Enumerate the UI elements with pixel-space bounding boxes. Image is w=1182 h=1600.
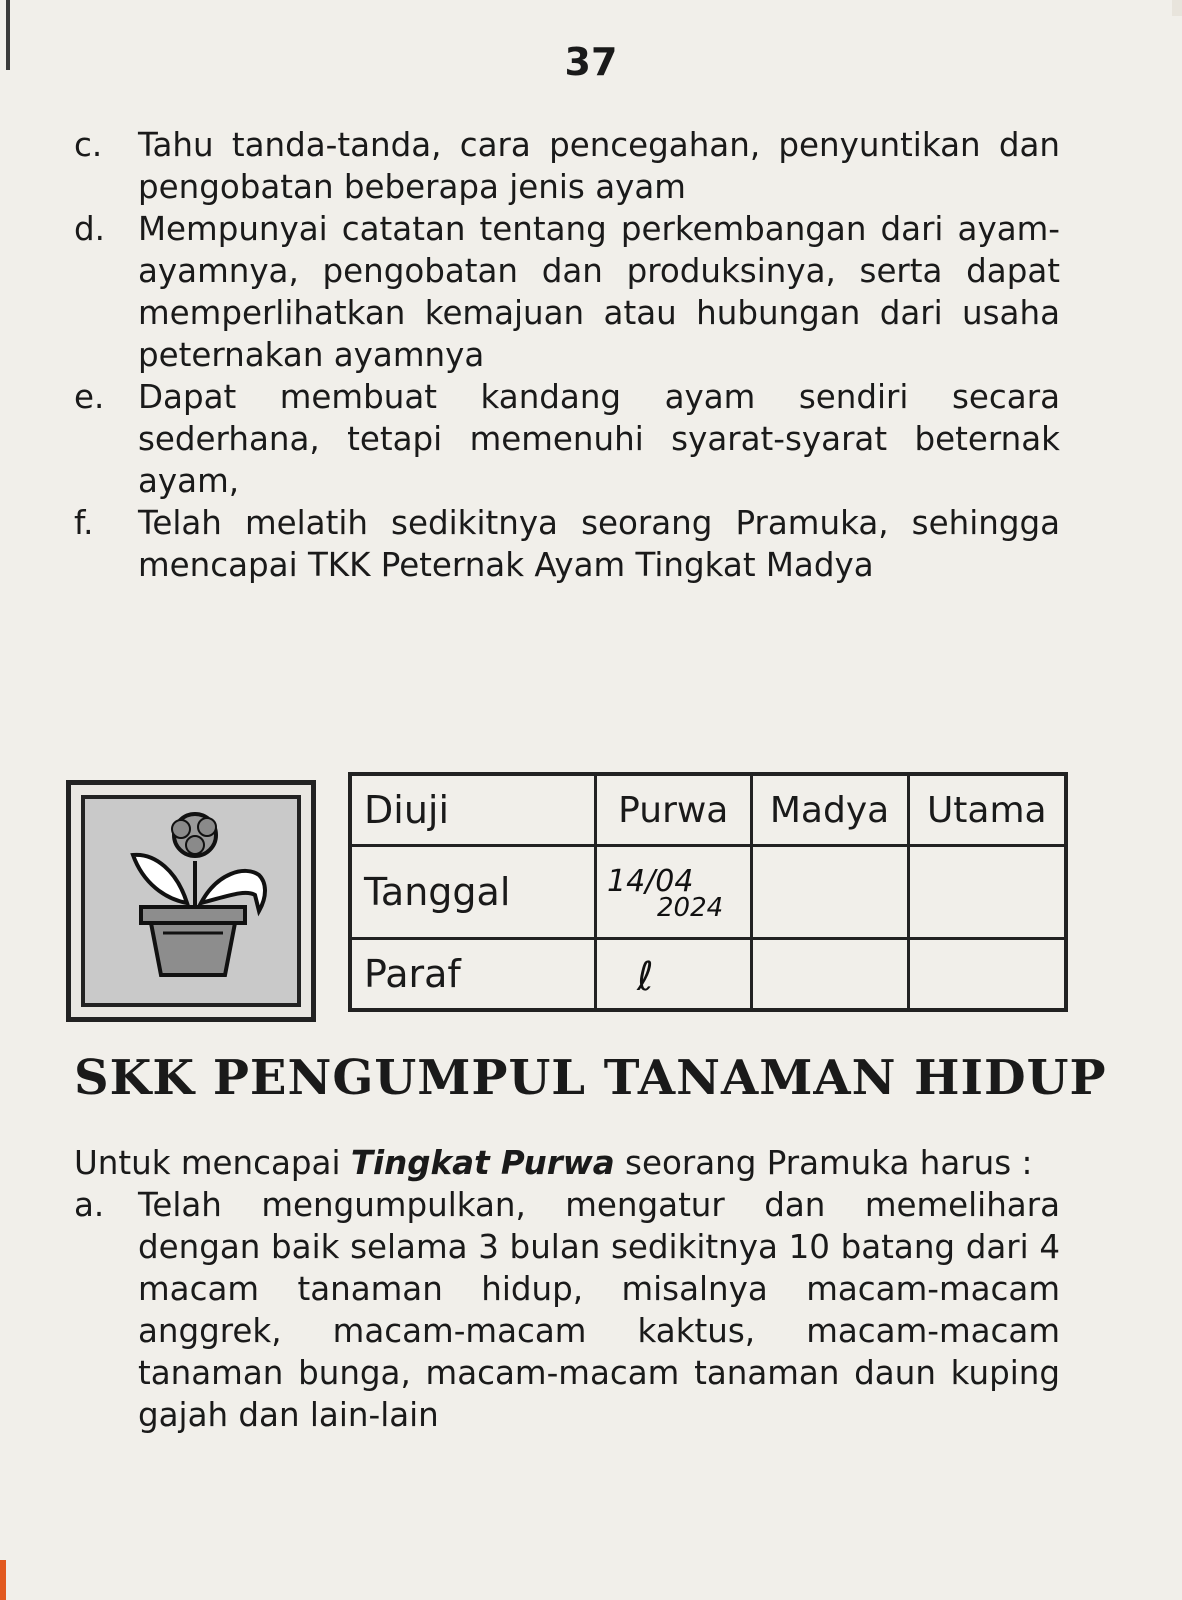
potted-plant-icon [85, 799, 299, 1005]
list-item-letter: e. [74, 378, 105, 416]
list-item-text: Dapat membuat kandang ayam sendiri secara sederhana, tetapi memenuhi syarat-syarat beternak ayam, [138, 378, 1060, 500]
list-item [70, 124, 1060, 208]
header-madya: Madya [751, 774, 908, 846]
purwa-date-cell [596, 846, 752, 938]
handwritten-paraf: ℓ [637, 953, 654, 1000]
list-item [70, 1184, 1060, 1436]
row-label-paraf: Paraf [350, 938, 596, 1010]
requirements-list-top [70, 124, 1060, 586]
section-title: SKK PENGUMPUL TANAMAN HIDUP [74, 1050, 1107, 1106]
list-item-letter: f. [74, 504, 94, 542]
test-record-table [348, 772, 1068, 1012]
madya-date-cell [751, 846, 908, 938]
page-number: 37 [564, 40, 618, 84]
row-label-tanggal: Tanggal [350, 846, 596, 938]
utama-paraf-cell [908, 938, 1066, 1010]
table-row-tanggal [350, 846, 1066, 938]
header-purwa: Purwa [596, 774, 752, 846]
page-corner-shade [1172, 0, 1182, 16]
section-intro [74, 1142, 1054, 1184]
list-item-letter: a. [74, 1186, 105, 1224]
table-header-row [350, 774, 1066, 846]
page-corner-color-mark [0, 1560, 6, 1600]
skk-badge [66, 780, 316, 1022]
requirements-list-bottom [70, 1184, 1060, 1436]
header-utama: Utama [908, 774, 1066, 846]
list-item-letter: d. [74, 210, 105, 248]
table-row-paraf [350, 938, 1066, 1010]
header-diuji: Diuji [350, 774, 596, 846]
badge-frame [81, 795, 301, 1007]
list-item [70, 376, 1060, 502]
list-item-text: Telah mengumpulkan, mengatur dan memelihara dengan baik selama 3 bulan sedikitnya 10 batang dari 4 macam tanaman hidup, misalnya macam-macam anggrek, macam-macam kaktus, macam-macam tanaman bunga, macam-macam tanaman daun kuping gajah dan lain-lain [138, 1186, 1060, 1434]
intro-emphasis: Tingkat Purwa [350, 1144, 615, 1182]
list-item-letter: c. [74, 126, 103, 164]
list-item-text: Tahu tanda-tanda, cara pencegahan, penyuntikan dan pengobatan beberapa jenis ayam [138, 126, 1060, 206]
list-item-text: Mempunyai catatan tentang perkembangan dari ayam-ayamnya, pengobatan dan produksinya, serta dapat memperlihatkan kemajuan atau hubungan dari usaha peternakan ayamnya [138, 210, 1060, 374]
handwritten-date-day-month: 14/04 [607, 863, 694, 899]
purwa-paraf-cell [596, 938, 752, 1010]
handwritten-date-year: 2024 [657, 892, 724, 923]
intro-text-before: Untuk mencapai [74, 1144, 351, 1182]
list-item [70, 208, 1060, 376]
list-item [70, 502, 1060, 586]
list-item-text: Telah melatih sedikitnya seorang Pramuka, sehingga mencapai TKK Peternak Ayam Tingkat Madya [138, 504, 1060, 584]
madya-paraf-cell [751, 938, 908, 1010]
intro-text-after: seorang Pramuka harus : [614, 1144, 1033, 1182]
utama-date-cell [908, 846, 1066, 938]
handwritten-date [597, 863, 750, 921]
